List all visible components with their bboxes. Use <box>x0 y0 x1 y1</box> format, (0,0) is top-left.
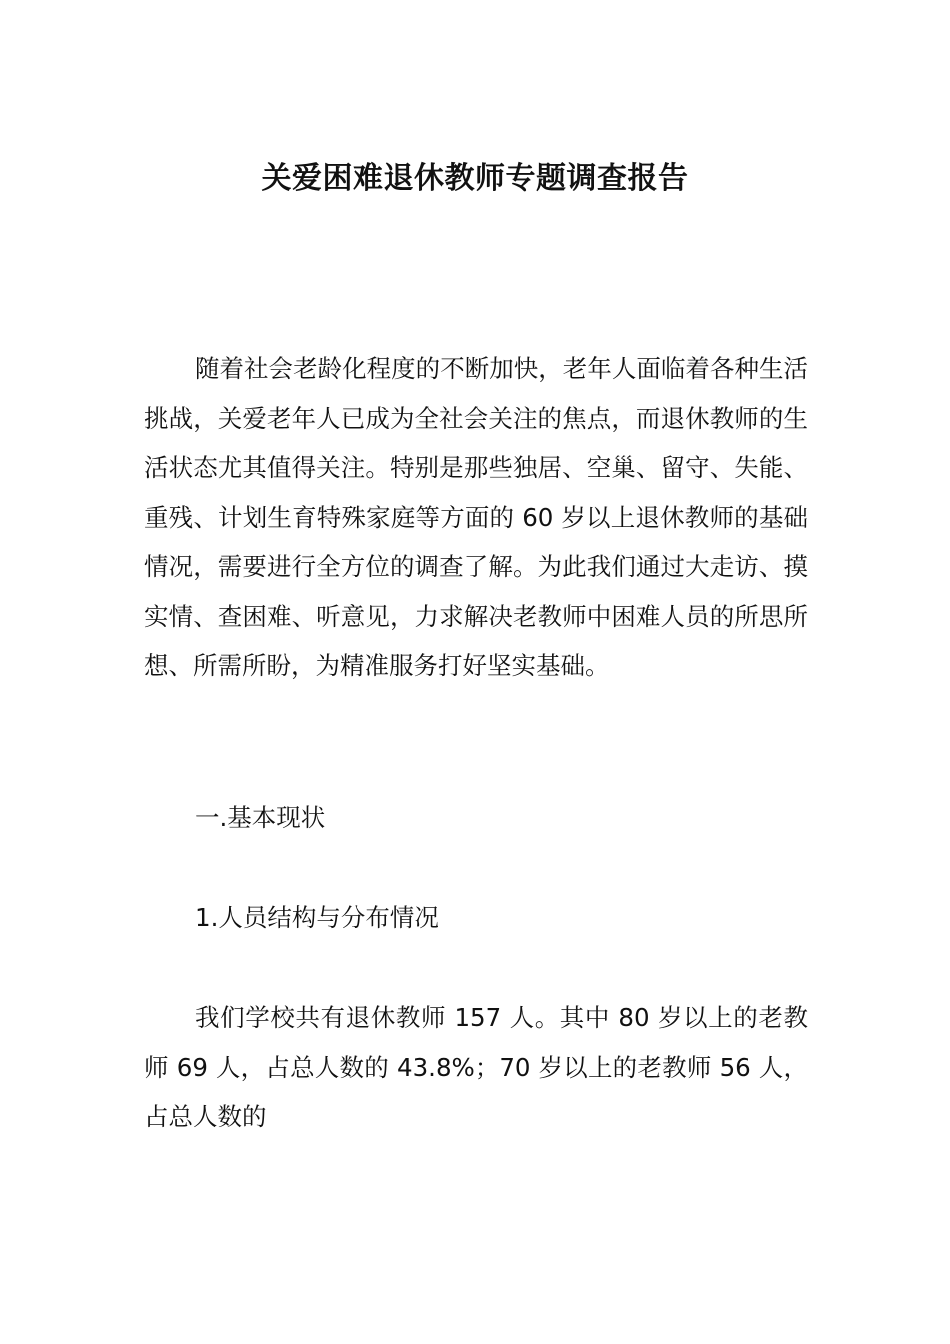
stats-paragraph: 我们学校共有退休教师 157 人。其中 80 岁以上的老教师 69 人，占总人数的 43.8%；70 岁以上的老教师 56 人，占总人数的 <box>144 1003 808 1131</box>
intro-paragraph: 随着社会老龄化程度的不断加快，老年人面临着各种生活挑战，关爱老年人已成为全社会关注的焦点，而退休教师的生活状态尤其值得关注。特别是那些独居、空巢、留守、失能、重残、计划生育特殊家庭等方面的 60 岁以上退休教师的基础情况，需要进行全方位的调查了解。为此我们通过大走访、摸实情、查困难、听意见，力求解决老教师中困难人员的所思所想、所需所盼，为精准服务打好坚实基础。 <box>144 354 808 680</box>
section-heading: 一.基本现状 <box>195 803 326 832</box>
sub-heading: 1.人员结构与分布情况 <box>195 903 439 932</box>
document-title: 关爱困难退休教师专题调查报告 <box>261 161 689 196</box>
